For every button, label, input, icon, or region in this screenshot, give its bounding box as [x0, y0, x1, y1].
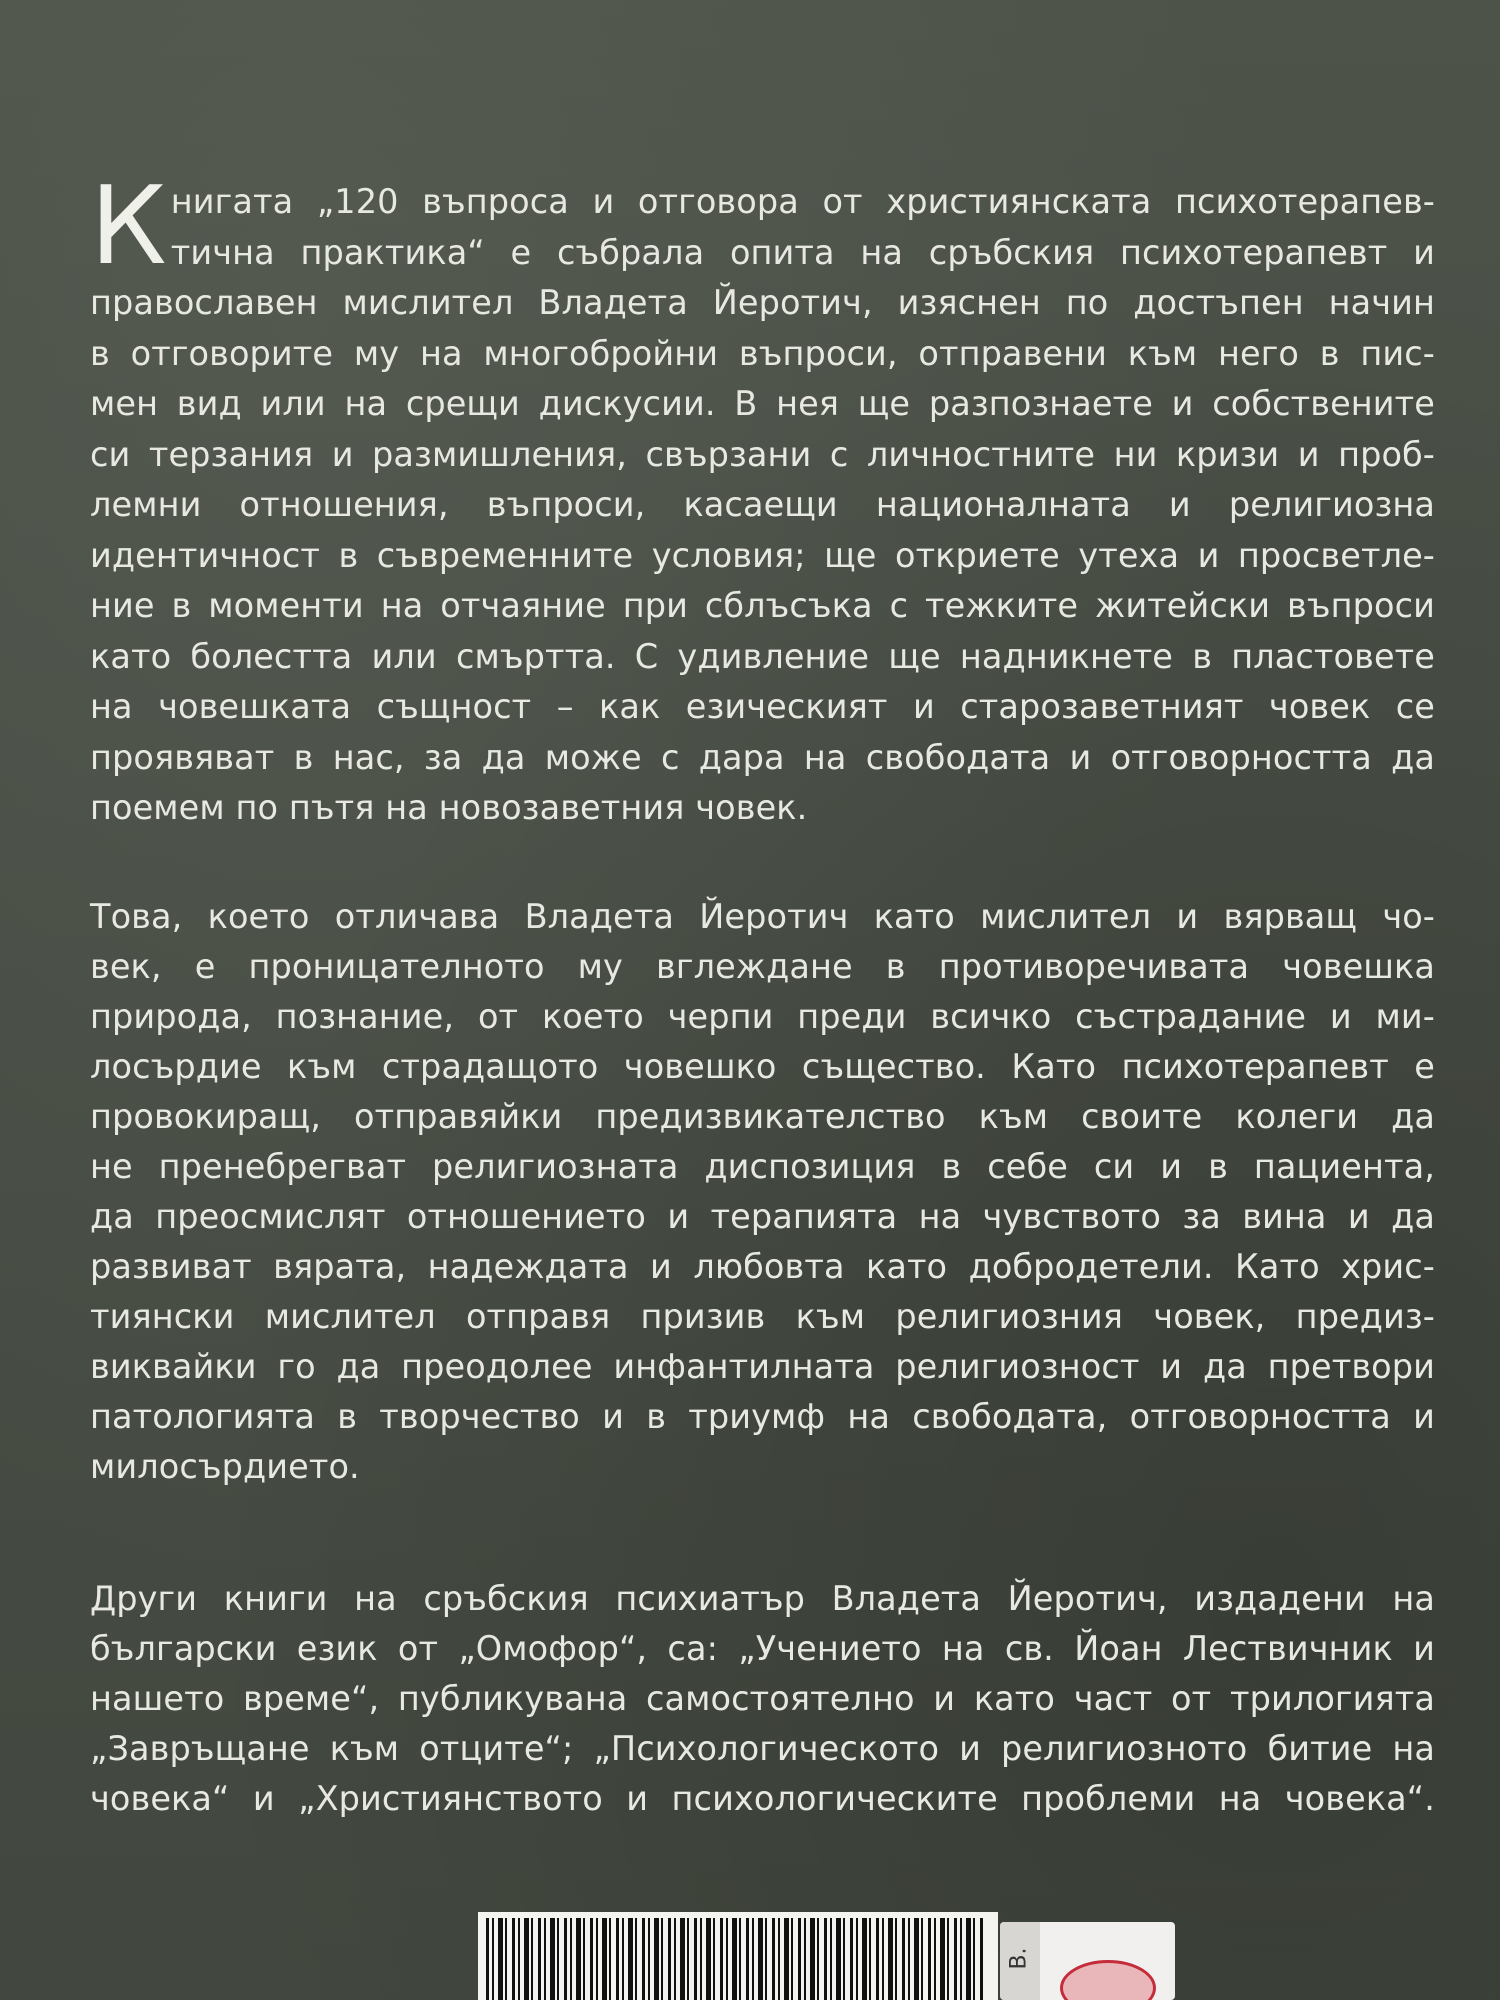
text-line: не пренебрегват религиозната диспозиция в себе си и в пациента,	[90, 1147, 1435, 1186]
description-paragraph-1	[90, 164, 1435, 835]
text-line: нашето време“, публикувана самостоятелно и като част от трилогията	[90, 1679, 1435, 1718]
text-line: „Завръщане към отците“; „Психологическото и религиозното битие на	[90, 1729, 1435, 1768]
text-line: природа, познание, от което черпи преди всичко състрадание и ми-	[90, 997, 1435, 1036]
other-books-paragraph	[90, 1575, 1435, 1825]
text-line: патологията в творчество и в триумф на свободата, отговорността и	[90, 1397, 1435, 1436]
sticker-letter: В.	[1006, 1947, 1032, 1970]
drop-cap-letter: К	[90, 164, 167, 289]
text-line: век, е проницателното му вглеждане в противоречивата човешка	[90, 947, 1435, 986]
text-line: да преосмислят отношението и терапията на чувството за вина и да	[90, 1197, 1435, 1236]
text-line: на човешката същност – как езическият и старозаветният човек се	[90, 687, 1435, 726]
text-line: тиянски мислител отправя призив към религиозния човек, предиз-	[90, 1297, 1435, 1336]
text-line: тична практика“ е събрала опита на сръбския психотерапевт и	[170, 232, 1435, 272]
sticker-stamp-mark	[1060, 1960, 1156, 2000]
text-line: Това, което отличава Владета Йеротич като мислител и вярващ чо-	[90, 897, 1435, 936]
text-line: развиват вярата, надеждата и любовта като добродетели. Като хрис-	[90, 1247, 1435, 1286]
text-line: поемем по пътя на новозаветния човек.	[90, 788, 808, 827]
price-sticker	[1000, 1922, 1175, 2000]
text-line: човека“ и „Християнството и психологическите проблеми на човека“.	[90, 1779, 1435, 1818]
barcode	[478, 1912, 998, 2000]
text-line: нигата „120 въпроса и отговора от християнската психотерапев-	[170, 182, 1435, 221]
text-line: ние в моменти на отчаяние при сблъсъка с тежките житейски въпроси	[90, 586, 1435, 625]
text-line: провокиращ, отправяйки предизвикателство към своите колеги да	[90, 1097, 1435, 1136]
text-line: като болестта или смъртта. С удивление ще надникнете в пластовете	[90, 636, 1435, 676]
text-line: си терзания и размишления, свързани с личностните ни кризи и проб-	[90, 434, 1435, 474]
text-line: мен вид или на срещи дискусии. В нея ще разпознаете и собствените	[90, 384, 1435, 423]
text-line: идентичност в съвременните условия; ще откриете утеха и просветле-	[90, 535, 1435, 575]
description-paragraph-2	[90, 893, 1435, 1493]
text-line: Други книги на сръбския психиатър Владета Йеротич, издадени на	[90, 1579, 1435, 1618]
text-line: проявяват в нас, за да може с дара на свободата и отговорността да	[90, 737, 1435, 777]
text-line: виквайки го да преодолее инфантилната религиозност и да претвори	[90, 1347, 1435, 1386]
text-line: милосърдието.	[90, 1447, 360, 1486]
text-line: в отговорите му на многобройни въпроси, отправени към него в пис-	[90, 333, 1435, 373]
text-line: лосърдие към страдащото човешко същество. Като психотерапевт е	[90, 1047, 1435, 1086]
barcode-bars	[486, 1918, 986, 2000]
text-line: лемни отношения, въпроси, касаещи националната и религиозна	[90, 485, 1435, 524]
text-line: православен мислител Владета Йеротич, изяснен по достъпен начин	[90, 283, 1435, 322]
text-line: български език от „Омофор“, са: „Учението на св. Йоан Лествичник и	[90, 1629, 1435, 1668]
